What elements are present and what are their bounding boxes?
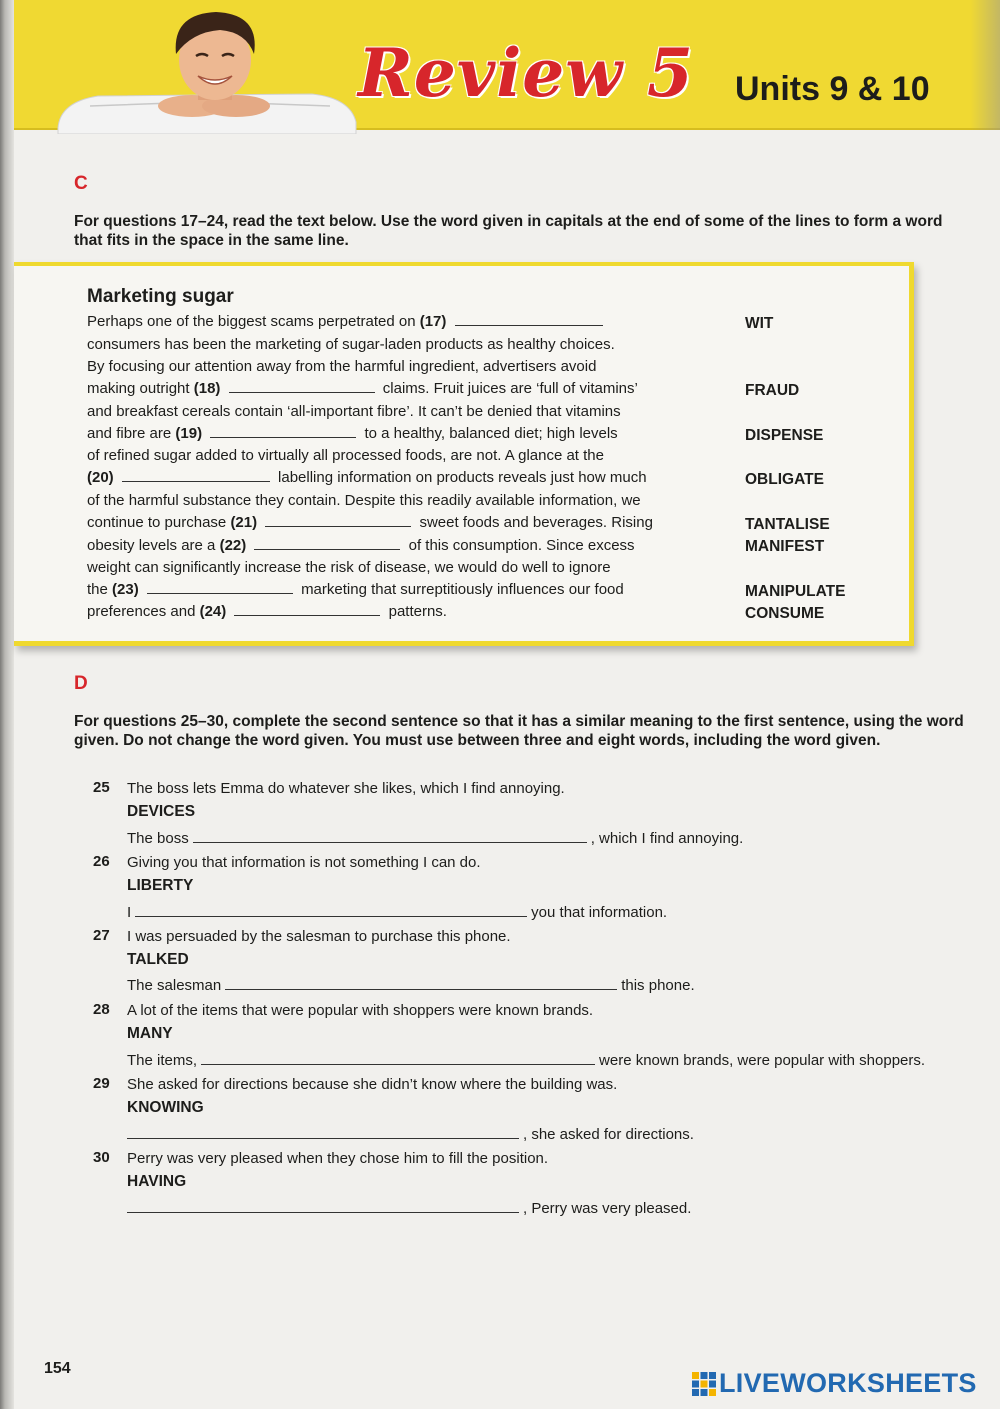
question-number: 25 <box>93 779 110 796</box>
cue-word: FRAUD <box>745 382 800 399</box>
gap-number: (17) <box>419 313 447 330</box>
gap-number: (20) <box>87 469 114 486</box>
cue-word: DISPENSE <box>745 427 824 444</box>
liveworksheets-brand-text: LIVEWORKSHEETS <box>719 1368 977 1398</box>
review-title: Review 5 <box>358 34 694 112</box>
text-line: By focusing our attention away from the harmful ingredient, advertisers avoid <box>87 358 597 375</box>
question-sentence: Giving you that information is not something I can do. <box>127 854 481 871</box>
text-line: making outright (18) claims. Fruit juices are ‘full of vitamins’ <box>87 380 638 397</box>
cue-word: WIT <box>745 315 774 332</box>
text-line: Perhaps one of the biggest scams perpetrated on (17) <box>87 313 607 331</box>
key-word: TALKED <box>127 951 189 968</box>
gap-number: (18) <box>193 380 221 397</box>
section-c-instructions: For questions 17–24, read the text below. Use the word given in capitals at the end of some of the lines to form a word that fits in the space in the same line. <box>74 213 943 249</box>
question-number: 26 <box>93 853 110 870</box>
text-line: continue to purchase (21) sweet foods and beverages. Rising <box>87 514 653 531</box>
text-line: and fibre are (19) to a healthy, balanced diet; high levels <box>87 425 618 442</box>
answer-29-blank[interactable] <box>127 1127 519 1139</box>
page-number: 154 <box>44 1360 71 1377</box>
answer-line: , Perry was very pleased. <box>127 1200 691 1217</box>
question-number: 28 <box>93 1001 110 1018</box>
key-word: KNOWING <box>127 1099 204 1116</box>
gap-24-blank[interactable] <box>234 604 380 616</box>
answer-line: The salesman this phone. <box>127 977 695 994</box>
gap-21-blank[interactable] <box>265 515 411 527</box>
text-line: the (23) marketing that surreptitiously influences our food <box>87 581 624 598</box>
liveworksheets-grid-icon <box>692 1372 716 1396</box>
question-sentence: I was persuaded by the salesman to purchase this phone. <box>127 928 511 945</box>
section-d-instructions: For questions 25–30, complete the second sentence so that it has a similar meaning to the first sentence, using the word given. Do not change the word given. You must use between three and eight words, including the word given. <box>74 713 964 749</box>
question-sentence: The boss lets Emma do whatever she likes, which I find annoying. <box>127 780 565 797</box>
text-line: consumers has been the marketing of sugar-laden products as healthy choices. <box>87 336 615 353</box>
gap-number: (24) <box>199 603 227 620</box>
text-line: obesity levels are a (22) of this consumption. Since excess <box>87 537 635 554</box>
question-number: 30 <box>93 1149 110 1166</box>
cue-word: TANTALISE <box>745 516 830 533</box>
text-line: of the harmful substance they contain. Despite this readily available information, we <box>87 492 641 509</box>
section-d-letter: D <box>74 673 88 694</box>
gap-17-blank[interactable] <box>455 314 603 326</box>
text-line: (20) labelling information on products reveals just how much <box>87 469 647 486</box>
key-word: MANY <box>127 1025 173 1042</box>
page-edge-shadow <box>970 0 1000 130</box>
gap-number: (23) <box>112 581 139 598</box>
answer-30-blank[interactable] <box>127 1201 519 1213</box>
answer-line: , she asked for directions. <box>127 1126 694 1143</box>
key-word: HAVING <box>127 1173 187 1190</box>
units-title: Units 9 & 10 <box>735 70 930 108</box>
cue-word: MANIFEST <box>745 538 825 555</box>
liveworksheets-logo <box>692 1368 977 1399</box>
smiling-student-illustration <box>50 10 360 134</box>
answer-line: The items, were known brands, were popular with shoppers. <box>127 1052 926 1069</box>
text-title: Marketing sugar <box>87 286 234 307</box>
cue-word: OBLIGATE <box>745 471 824 488</box>
gap-23-blank[interactable] <box>147 582 293 594</box>
gap-number: (19) <box>175 425 203 442</box>
section-c-letter: C <box>74 173 88 194</box>
answer-25-blank[interactable] <box>193 831 587 843</box>
answer-26-blank[interactable] <box>135 905 527 917</box>
question-number: 29 <box>93 1075 110 1092</box>
gap-19-blank[interactable] <box>210 426 356 438</box>
text-line: preferences and (24) patterns. <box>87 603 447 620</box>
question-sentence: A lot of the items that were popular with shoppers were known brands. <box>127 1002 594 1019</box>
gap-18-blank[interactable] <box>229 381 375 393</box>
key-word: DEVICES <box>127 803 196 820</box>
gap-number: (21) <box>230 514 258 531</box>
answer-line: I you that information. <box>127 904 668 921</box>
answer-28-blank[interactable] <box>201 1053 595 1065</box>
text-line: of refined sugar added to virtually all processed foods, are not. A glance at the <box>87 447 604 464</box>
text-line: weight can significantly increase the risk of disease, we would do well to ignore <box>87 559 611 576</box>
answer-line: The boss , which I find annoying. <box>127 830 744 847</box>
cue-word: CONSUME <box>745 605 825 622</box>
question-sentence: Perry was very pleased when they chose him to fill the position. <box>127 1150 549 1167</box>
answer-27-blank[interactable] <box>225 978 617 990</box>
gap-20-blank[interactable] <box>122 470 270 482</box>
text-line: and breakfast cereals contain ‘all-important fibre’. It can’t be denied that vitamins <box>87 403 621 420</box>
question-sentence: She asked for directions because she didn’t know where the building was. <box>127 1076 618 1093</box>
gap-22-blank[interactable] <box>254 538 400 550</box>
key-word: LIBERTY <box>127 877 194 894</box>
question-number: 27 <box>93 927 110 944</box>
cue-word: MANIPULATE <box>745 583 846 600</box>
book-spine-shadow <box>0 0 14 1409</box>
gap-number: (22) <box>219 537 247 554</box>
